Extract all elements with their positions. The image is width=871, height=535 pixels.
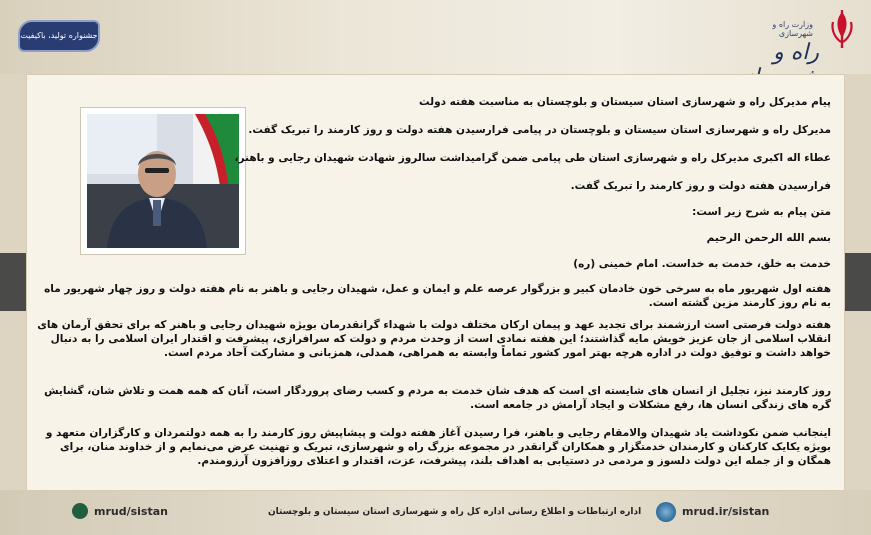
- iran-emblem-icon: [827, 8, 857, 52]
- festival-badge: جشنواره تولید، باکیفیت: [18, 20, 100, 52]
- ministry-logo: [739, 6, 857, 66]
- article-paragraph: روز کارمند نیز، تجلیل از انسان های شایسته ای است که هدف شان خدمت به مردم و کسب رضای پروردگار است، آنان که همه همت و تلاش شان، گشایش گره های زندگی انسان ها، رفع مشکلات و ایجاد آرامش در جامعه است.: [44, 385, 831, 411]
- article-paragraph: هفته دولت فرصتی است ارزشمند برای تجدید عهد و پیمان ارکان مختلف دولت با شهداء گرانقدرمان بویژه شهیدان رجایی و باهنر که برای تحقق آرمان های انقلاب اسلامی از جان عزیز خویش مایه گذاشتند؛ این هفته نمادی است از وحدت مردم و دولت که سرافرازی، پیشرفت و اقتدار ایران اسلامی را به دنبال خواهد داشت و توفیق دولت در اداره هرچه بهتر امور کشور تماماً وابسته به همراهی، همدلی، همزبانی و مشارکت آحاد مردم است.: [37, 319, 831, 359]
- social-icon: [72, 503, 88, 519]
- article-paragraph: اینجانب ضمن نکوداشت یاد شهیدان والامقام رجایی و باهنر، فرا رسیدن آغاز هفته دولت و پیشاپیش روز کارمند را به همه دولتمردان و کارگزاران متعهد و بویژه یکایک کارکنان و کارمندان خدمتگزار و همکاران گرانقدر در مجموعه بزرگ راه و شهرسازی، تبریک و تهنیت عرض می‌نمایم و از خداوند منان، برای همگان و از جمله این دولت دلسوز و مردمی در دستیابی به اهداف بلند، پیشرفت، عزت، اقتدار و اعتلای روزافزون آرزومندم.: [45, 427, 831, 467]
- article-title: پیام مدیرکل راه و شهرسازی استان سیستان و بلوچستان به مناسبت هفته دولت: [419, 96, 831, 108]
- globe-icon: [656, 502, 676, 522]
- logo-subtitle: وزارت راه و شهرسازی: [772, 20, 813, 38]
- footer-social-handle[interactable]: mrud/sistan: [94, 505, 168, 518]
- article-line: خدمت به خلق، خدمت به خداست. امام خمینی (ره): [573, 258, 831, 270]
- footer-department: اداره ارتباطات و اطلاع رسانی اداره کل راه و شهرسازی استان سیستان و بلوچستان: [268, 507, 642, 517]
- article-paragraph: هفته اول شهریور ماه به سرخی خون خادمان کبیر و بزرگوار عرصه علم و ایمان و عمل، شهیدان رجایی و باهنر به نام هفته دولت و روز چهار شهریور ماه به نام روز کارمند مزین گشته است.: [44, 283, 831, 309]
- official-portrait: [87, 114, 239, 248]
- article-line: مدیرکل راه و شهرسازی استان سیستان و بلوچستان در پیامی فرارسیدن هفته دولت و روز کارمند را تبریک گفت.: [248, 124, 831, 136]
- footer-website[interactable]: mrud.ir/sistan: [682, 505, 770, 518]
- article-line: متن پیام به شرح زیر است:: [692, 206, 831, 218]
- article-line: فرارسیدن هفته دولت و روز کارمند را تبریک گفت.: [570, 180, 831, 192]
- photo-frame: [80, 107, 246, 255]
- article-line: بسم الله الرحمن الرحیم: [706, 232, 831, 244]
- logo-text: راه و: [773, 40, 819, 65]
- article-line: عطاء اله اکبری مدیرکل راه و شهرسازی استان طی پیامی ضمن گرامیداشت سالروز شهادت شهیدان رجایی و باهنر،: [234, 152, 831, 164]
